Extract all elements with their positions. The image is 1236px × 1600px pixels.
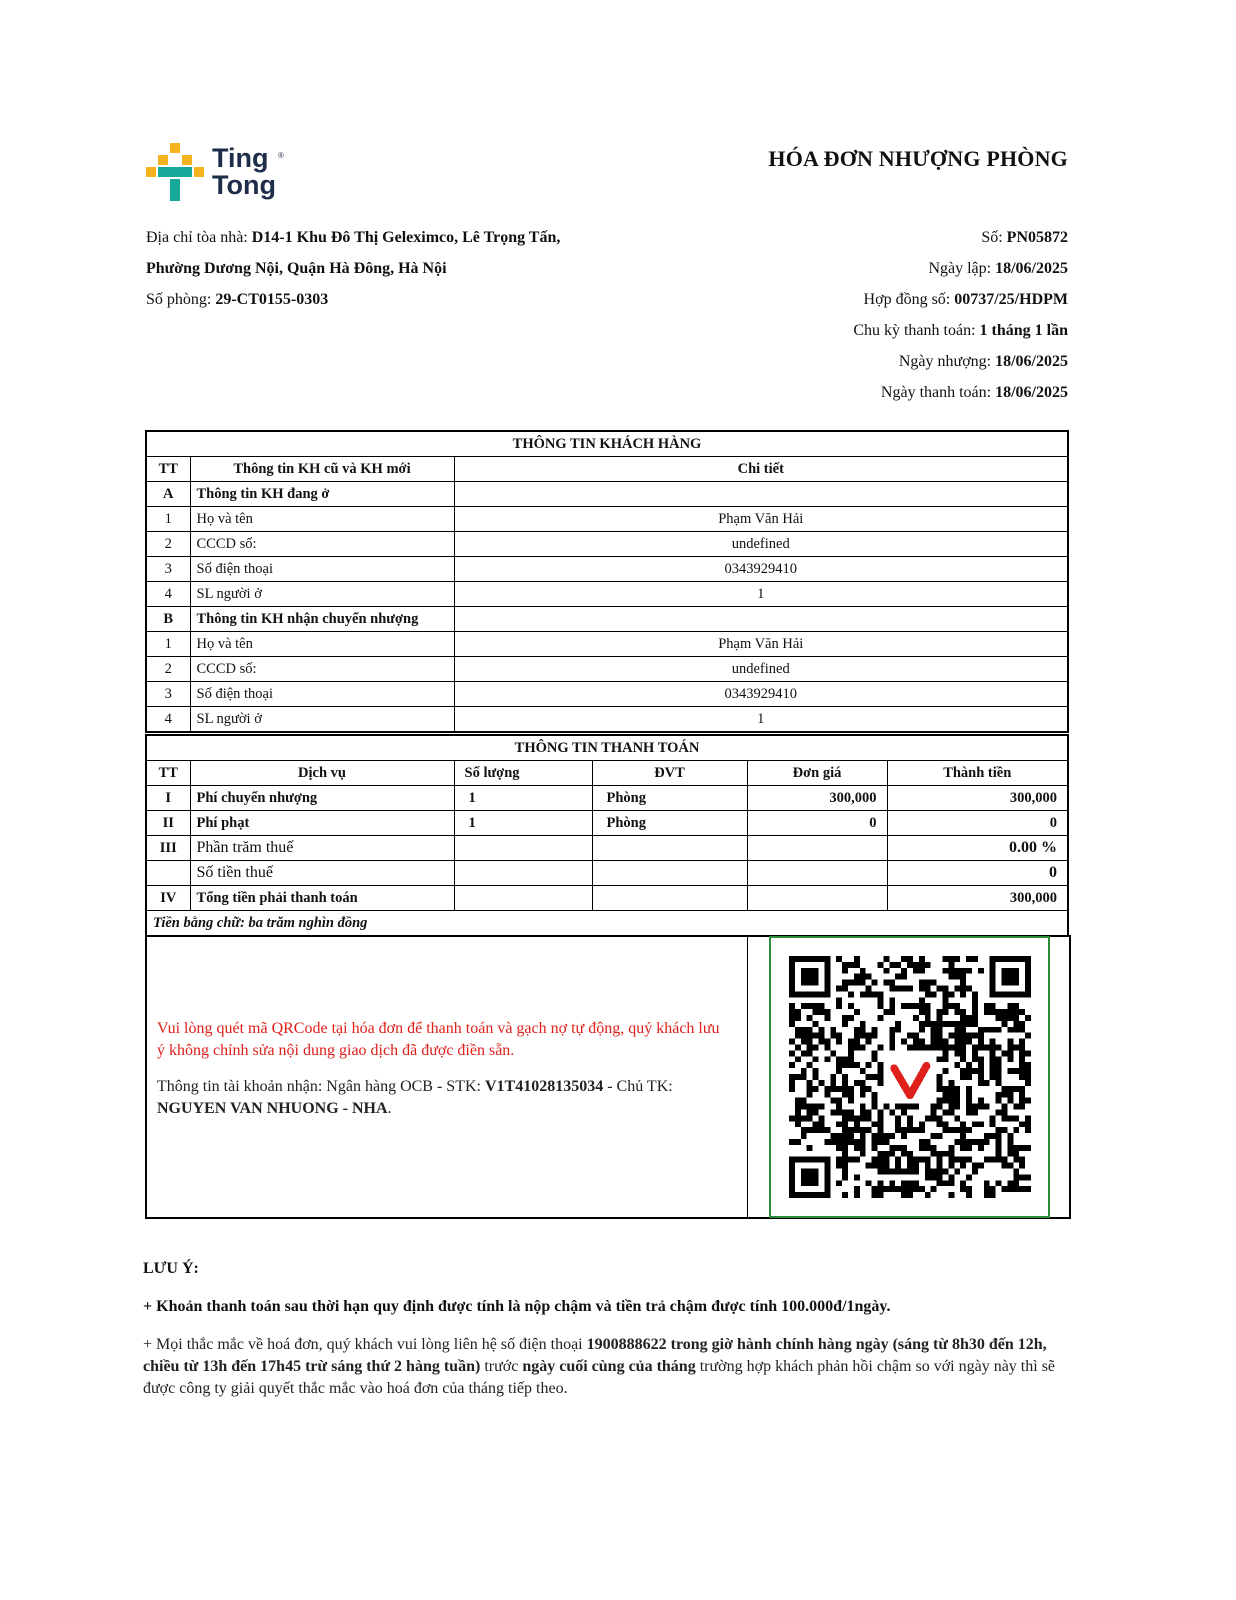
logo-line1: Ting [212, 143, 269, 173]
note-late-payment: + Khoản thanh toán sau thời hạn quy định được tính là nộp chậm và tiền trả chậm được tính 100.000đ/1ngày. [143, 1298, 891, 1315]
grand-total-row: IV Tổng tiền phải thanh toán 300,000 [146, 886, 1068, 911]
tax-amount-row: Số tiền thuế 0 [146, 861, 1068, 886]
notes-heading: LƯU Ý: [143, 1260, 199, 1277]
payment-info-table [145, 734, 1069, 937]
qr-code-icon[interactable] [789, 956, 1031, 1198]
company-logo [146, 143, 286, 205]
contract-number: Hợp đồng số: 00737/25/HDPM [863, 291, 1068, 308]
payment-date: Ngày thanh toán: 18/06/2025 [880, 384, 1068, 401]
table-row: 2 CCCD số: undefined [146, 657, 1068, 682]
note-contact: + Mọi thắc mắc về hoá đơn, quý khách vui lòng liên hệ số điện thoại 1900888622 trong giờ hành chính hàng ngày (sáng từ 8h30 đến 12h, chiều từ 13h đến 17h45 trừ sáng thứ 2 hàng tuần) trước ngày cuối cùng của tháng trường hợp khách phản hồi chậm so với ngày này thì sẽ được công ty giải quyết thắc mắc vào hoá đơn của tháng tiếp theo. [143, 1336, 1056, 1397]
payment-table-title: THÔNG TIN THANH TOÁN [146, 735, 1068, 761]
document-title: HÓA ĐƠN NHƯỢNG PHÒNG [768, 146, 1068, 171]
logo-line2: Tong [212, 170, 276, 200]
table-row: 4 SL người ở 1 [146, 582, 1068, 607]
qr-code-frame[interactable] [769, 936, 1050, 1218]
table-row: 3 Số điện thoại 0343929410 [146, 557, 1068, 582]
issue-date: Ngày lập: 18/06/2025 [928, 260, 1068, 277]
payment-cycle: Chu kỳ thanh toán: 1 tháng 1 lần [853, 322, 1068, 339]
room-number: Số phòng: 29-CT0155-0303 [146, 291, 329, 308]
table-row: II Phí phạt 1 Phòng 0 0 [146, 811, 1068, 836]
amount-in-words-row: Tiền bằng chữ: ba trăm nghìn đồng [146, 911, 1068, 937]
payment-instructions [147, 936, 748, 1217]
tax-percent-row: III Phần trăm thuế 0.00 % [146, 836, 1068, 861]
payment-table-header: TT Dịch vụ Số lượng ĐVT Đơn giá Thành tiền [146, 761, 1068, 786]
logo-registered: ® [278, 151, 284, 160]
table-row: I Phí chuyển nhượng 1 Phòng 300,000 300,000 [146, 786, 1068, 811]
qr-payment-note: Vui lòng quét mã QRCode tại hóa đơn để thanh toán và gạch nợ tự động, quý khách lưu ý không chỉnh sửa nội dung giao dịch đã được điền sẵn. [157, 1020, 720, 1059]
logo-wordmark [212, 145, 276, 199]
building-address-line2: Phường Dương Nội, Quận Hà Đông, Hà Nội [146, 260, 447, 277]
table-row: 1 Họ và tên Phạm Văn Hải [146, 632, 1068, 657]
customer-info-table [145, 430, 1069, 733]
bank-account-info: Thông tin tài khoản nhận: Ngân hàng OCB - STK: V1T41028135034 - Chủ TK: NGUYEN VAN NHUONG - NHA. [157, 1078, 673, 1117]
customer-table-header: TT Thông tin KH cũ và KH mới Chi tiết [146, 457, 1068, 482]
table-row: 2 CCCD số: undefined [146, 532, 1068, 557]
customer-table-title: THÔNG TIN KHÁCH HÀNG [146, 431, 1068, 457]
transfer-date: Ngày nhượng: 18/06/2025 [898, 353, 1068, 370]
building-address: Địa chỉ tòa nhà: D14-1 Khu Đô Thị Geleximco, Lê Trọng Tấn, [146, 229, 561, 246]
logo-mark-icon [146, 143, 208, 205]
payment-qr-box [145, 935, 1071, 1219]
table-row: 3 Số điện thoại 0343929410 [146, 682, 1068, 707]
invoice-number: Số: PN05872 [981, 229, 1068, 246]
table-row: 4 SL người ở 1 [146, 707, 1068, 733]
table-row: B Thông tin KH nhận chuyển nhượng [146, 607, 1068, 632]
table-row: 1 Họ và tên Phạm Văn Hải [146, 507, 1068, 532]
table-row: A Thông tin KH đang ở [146, 482, 1068, 507]
